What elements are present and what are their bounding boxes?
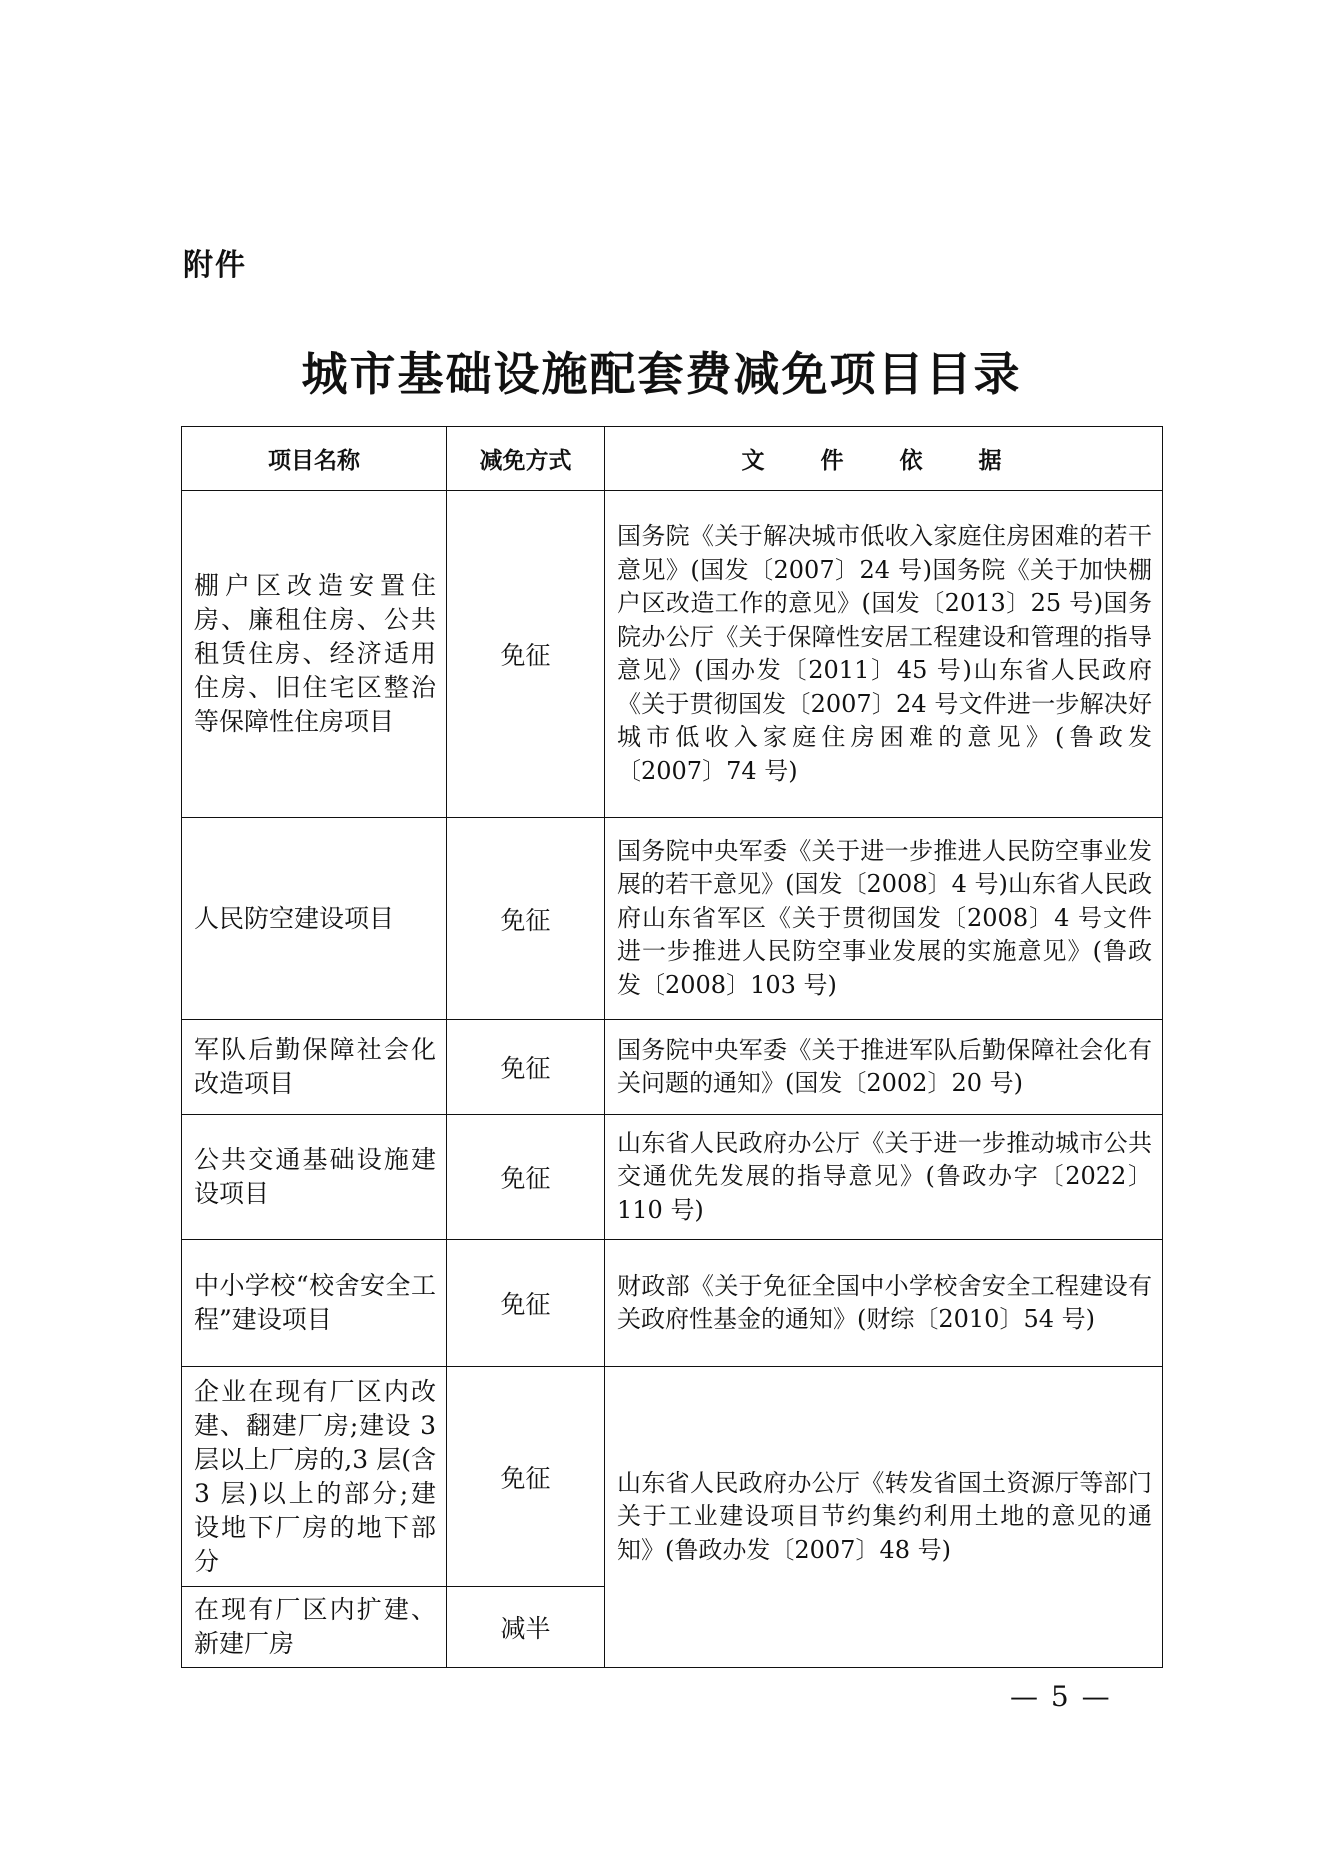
document-basis-cell: 国务院中央军委《关于进一步推进人民防空事业发展的若干意见》(国发〔2008〕4 号)山东省人民政府山东省军区《关于贯彻国发〔2008〕4 号文件进一步推进人民防空事业发展的实施意见》(鲁政发〔2008〕103 号) (605, 818, 1163, 1020)
reduction-method-cell: 免征 (447, 1020, 605, 1115)
document-basis-cell: 山东省人民政府办公厅《转发省国土资源厅等部门关于工业建设项目节约集约利用土地的意见的通知》(鲁政办发〔2007〕48 号) (605, 1367, 1163, 1668)
header-project-name: 项目名称 (182, 427, 447, 491)
table-row (182, 491, 1163, 818)
project-name-cell: 军队后勤保障社会化改造项目 (182, 1020, 447, 1115)
document-basis-cell: 国务院《关于解决城市低收入家庭住房困难的若干意见》(国发〔2007〕24 号)国务院《关于加快棚户区改造工作的意见》(国发〔2013〕25 号)国务院办公厅《关于保障性安居工程建设和管理的指导意见》(国办发〔2011〕45 号)山东省人民政府《关于贯彻国发〔2007〕24 号文件进一步解决好城市低收入家庭住房困难的意见》(鲁政发〔2007〕74 号) (605, 491, 1163, 818)
header-reduction-method: 减免方式 (447, 427, 605, 491)
reduction-method-cell: 免征 (447, 491, 605, 818)
project-name-cell: 在现有厂区内扩建、新建厂房 (182, 1587, 447, 1668)
attachment-label: 附件 (183, 248, 247, 283)
project-name-cell: 人民防空建设项目 (182, 818, 447, 1020)
reduction-method-cell: 免征 (447, 1240, 605, 1367)
reduction-method-cell: 免征 (447, 1115, 605, 1240)
project-name-cell: 棚户区改造安置住房、廉租住房、公共租赁住房、经济适用住房、旧住宅区整治等保障性住房项目 (182, 491, 447, 818)
table-row (182, 1020, 1163, 1115)
page-title: 城市基础设施配套费减免项目目录 (301, 347, 1022, 401)
document-basis-cell: 财政部《关于免征全国中小学校舍安全工程建设有关政府性基金的通知》(财综〔2010〕54 号) (605, 1240, 1163, 1367)
table-row (182, 818, 1163, 1020)
reduction-method-cell: 减半 (447, 1587, 605, 1668)
reduction-catalog-table (181, 426, 1163, 1668)
table-row (182, 1240, 1163, 1367)
page-number: — 5 — (1010, 1680, 1112, 1713)
table-row (182, 1115, 1163, 1240)
document-basis-cell: 山东省人民政府办公厅《关于进一步推动城市公共交通优先发展的指导意见》(鲁政办字〔2022〕110 号) (605, 1115, 1163, 1240)
table-row (182, 1367, 1163, 1587)
table-header-row (182, 427, 1163, 491)
reduction-method-cell: 免征 (447, 1367, 605, 1587)
project-name-cell: 企业在现有厂区内改建、翻建厂房;建设 3 层以上厂房的,3 层(含 3 层)以上的部分;建设地下厂房的地下部分 (182, 1367, 447, 1587)
project-name-cell: 中小学校“校舍安全工程”建设项目 (182, 1240, 447, 1367)
document-basis-cell: 国务院中央军委《关于推进军队后勤保障社会化有关问题的通知》(国发〔2002〕20 号) (605, 1020, 1163, 1115)
header-document-basis: 文 件 依 据 (605, 427, 1163, 491)
project-name-cell: 公共交通基础设施建设项目 (182, 1115, 447, 1240)
reduction-method-cell: 免征 (447, 818, 605, 1020)
